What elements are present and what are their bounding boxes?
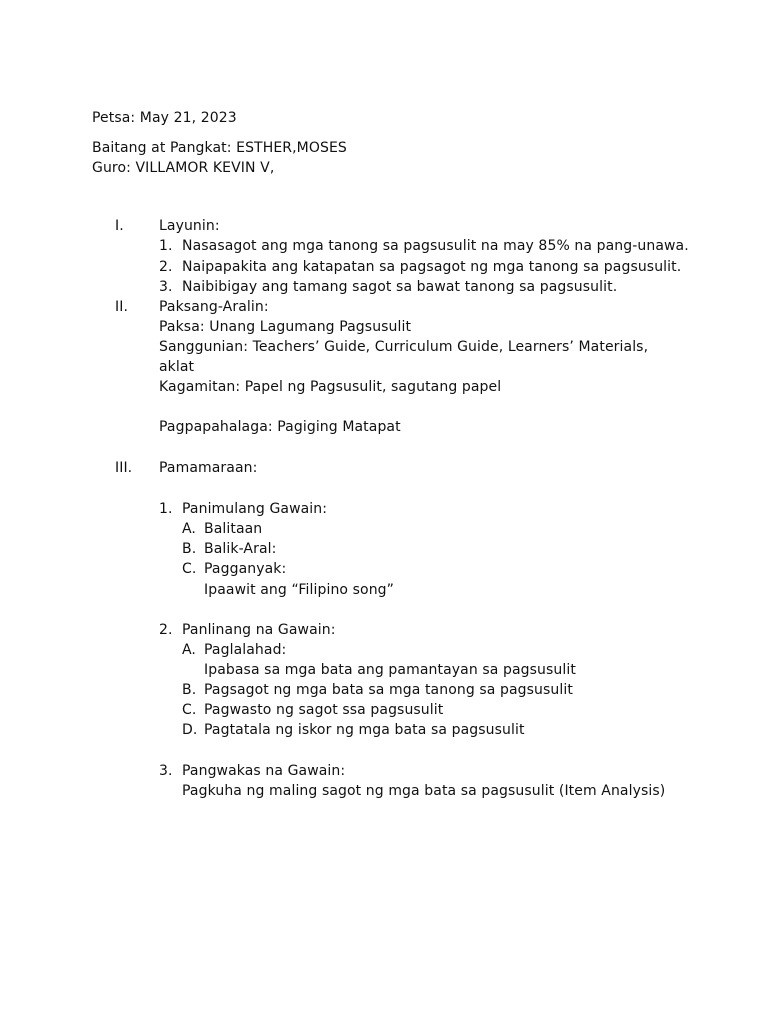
procedure-detail: Ipabasa sa mga bata ang pamantayan sa pagsusulit: [204, 662, 576, 678]
list-number: 3.: [159, 763, 173, 779]
part-title: Panlinang na Gawain:: [182, 622, 336, 638]
list-number: 3.: [159, 279, 173, 295]
section-title: Layunin:: [159, 218, 220, 234]
procedure-item: Paglalahad:: [204, 642, 287, 658]
grade-section-line: Baitang at Pangkat: ESTHER,MOSES: [92, 140, 347, 156]
list-number: 1.: [159, 501, 173, 517]
references-line: Sanggunian: Teachers’ Guide, Curriculum Guide, Learners’ Materials,: [159, 339, 649, 355]
materials-line: Kagamitan: Papel ng Pagsusulit, sagutang papel: [159, 379, 502, 395]
section-numeral: I.: [115, 218, 124, 234]
objective-item: Naibibigay ang tamang sagot sa bawat tanong sa pagsusulit.: [182, 279, 618, 295]
section-title: Paksang-Aralin:: [159, 299, 269, 315]
topic-line: Paksa: Unang Lagumang Pagsusulit: [159, 319, 412, 335]
procedure-item: Pagsagot ng mga bata sa mga tanong sa pagsusulit: [204, 682, 573, 698]
list-number: 2.: [159, 259, 173, 275]
list-number: 1.: [159, 238, 173, 254]
procedure-item: Balitaan: [204, 521, 263, 537]
date-line: Petsa: May 21, 2023: [92, 110, 237, 126]
list-letter: B.: [182, 541, 197, 557]
teacher-line: Guro: VILLAMOR KEVIN V,: [92, 160, 275, 176]
list-letter: D.: [182, 722, 198, 738]
objective-item: Nasasagot ang mga tanong sa pagsusulit na may 85% na pang-unawa.: [182, 238, 689, 254]
section-numeral: III.: [115, 460, 133, 476]
list-number: 2.: [159, 622, 173, 638]
list-letter: A.: [182, 642, 196, 658]
list-letter: B.: [182, 682, 197, 698]
procedure-item: Balik-Aral:: [204, 541, 277, 557]
list-letter: C.: [182, 702, 197, 718]
values-line: Pagpapahalaga: Pagiging Matapat: [159, 419, 401, 435]
procedure-item: Pagwasto ng sagot ssa pagsusulit: [204, 702, 444, 718]
objective-item: Naipapakita ang katapatan sa pagsagot ng mga tanong sa pagsusulit.: [182, 259, 682, 275]
procedure-item: Pagganyak:: [204, 561, 287, 577]
list-letter: A.: [182, 521, 196, 537]
part-title: Pangwakas na Gawain:: [182, 763, 346, 779]
part-title: Panimulang Gawain:: [182, 501, 328, 517]
section-numeral: II.: [115, 299, 129, 315]
procedure-detail: Ipaawit ang “Filipino song”: [204, 582, 395, 598]
section-title: Pamamaraan:: [159, 460, 258, 476]
list-letter: C.: [182, 561, 197, 577]
procedure-detail: Pagkuha ng maling sagot ng mga bata sa pagsusulit (Item Analysis): [182, 783, 666, 799]
references-continued: aklat: [159, 359, 195, 375]
procedure-item: Pagtatala ng iskor ng mga bata sa pagsusulit: [204, 722, 525, 738]
